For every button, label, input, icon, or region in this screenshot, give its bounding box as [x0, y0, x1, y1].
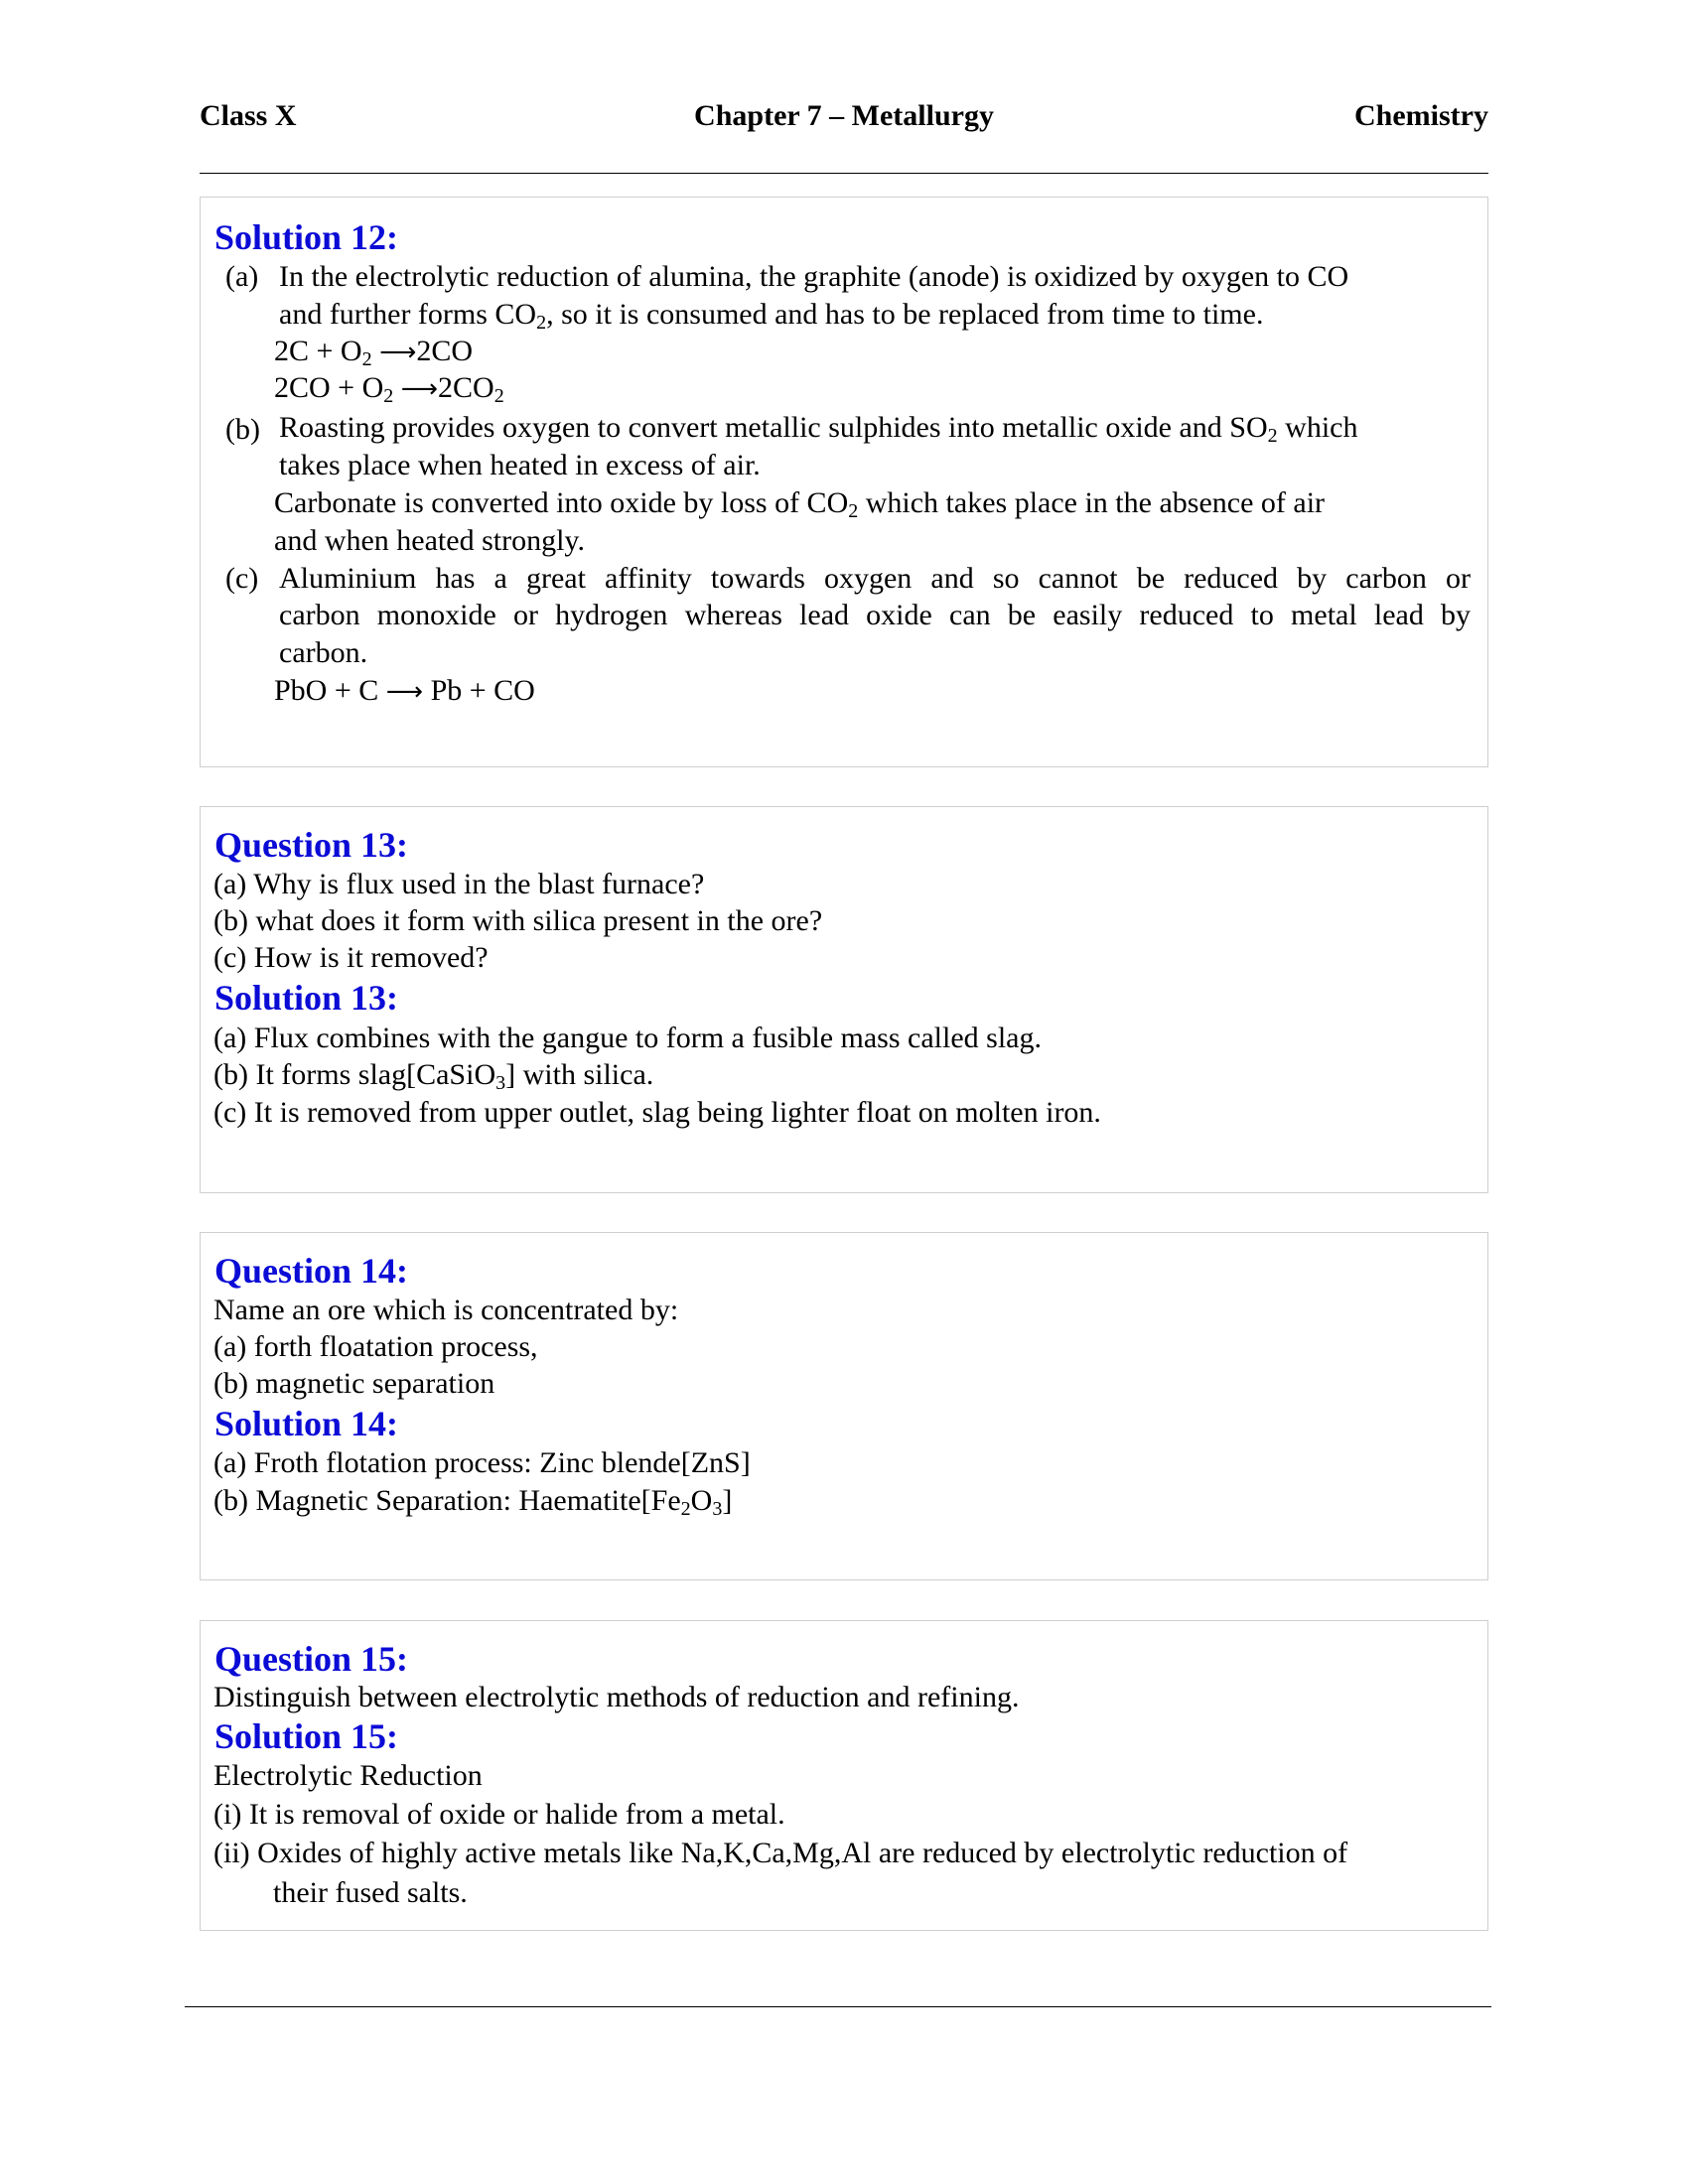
q15-line: Distinguish between electrolytic methods of reduction and refining. [213, 1681, 1020, 1713]
question-14-box [200, 1232, 1488, 1580]
solution-12-box [200, 197, 1488, 767]
question-15-box [200, 1620, 1488, 1931]
s12-equation-3: PbO + C ⟶ Pb + CO [274, 674, 535, 707]
q14-line-b: (b) magnetic separation [213, 1367, 495, 1400]
question-13-heading: Question 13: [214, 825, 409, 865]
q13-line-b: (b) what does it form with silica present in the ore? [213, 904, 823, 937]
solution-15-heading: Solution 15: [214, 1716, 399, 1756]
s13-line-b: (b) It forms slag[CaSiO$_3$] with silica. [213, 1058, 654, 1094]
s14-line-b: (b) Magnetic Separation: $Haematite[Fe_2O_3]$ [213, 1484, 733, 1520]
header-chapter: Chapter 7 – Metallurgy [694, 99, 994, 132]
s12-b-line3: Carbonate is converted into oxide by loss of $CO_2$ which takes place in the absence of air [274, 486, 1326, 522]
s14-line-a: (a) Froth flotation process: Zinc blende[ZnS] [213, 1446, 751, 1479]
s12-a-line2: and further forms $CO_2$, so it is consumed and has to be replaced from time to time. [279, 298, 1264, 334]
s12-b-line2: takes place when heated in excess of air. [279, 449, 761, 481]
header-class: Class X [200, 99, 297, 132]
question-13-box [200, 806, 1488, 1193]
s13-line-a: (a) Flux combines with the gangue to form a fusible mass called slag. [213, 1022, 1042, 1054]
q13-line-a: (a) Why is flux used in the blast furnace? [213, 868, 705, 900]
s12-equation-1: $2C + O_2$ ⟶2CO [274, 335, 474, 370]
part-a-marker: (a) [225, 260, 259, 293]
s12-equation-2: $2CO + O_2$ $⟶2CO_2$ [274, 371, 504, 407]
s15-line-2: (i) It is removal of oxide or halide from a metal. [213, 1798, 785, 1831]
question-14-heading: Question 14: [214, 1251, 409, 1291]
header-divider [200, 173, 1488, 174]
page-header [200, 99, 1488, 139]
s12-c-line3: carbon. [279, 636, 368, 669]
footer-divider [185, 2006, 1491, 2007]
part-c-marker: (c) [225, 562, 259, 595]
s12-b-line4: and when heated strongly. [274, 524, 585, 557]
reaction-arrow-icon: ⟶ [400, 374, 439, 404]
solution-12-heading: Solution 12: [214, 217, 399, 257]
part-b-marker: (b) [225, 413, 260, 446]
q14-line-a: (a) forth floatation process, [213, 1330, 538, 1363]
s13-line-c: (c) It is removed from upper outlet, slag being lighter float on molten iron. [213, 1096, 1101, 1129]
s12-c-line2: carbon monoxide or hydrogen whereas lead oxide can be easily reduced to metal lead by [279, 599, 1471, 631]
s12-b-line1: Roasting provides oxygen to convert metallic sulphides into metallic oxide and $SO_2$ which [279, 411, 1358, 447]
s12-c-line1: Aluminium has a great affinity towards oxygen and so cannot be reduced by carbon or [279, 562, 1471, 595]
s15-line-3: (ii) Oxides of highly active metals like Na,K,Ca,Mg,Al are reduced by electrolytic reduction of [213, 1837, 1348, 1869]
s15-line-4: their fused salts. [273, 1876, 468, 1909]
header-subject: Chemistry [1354, 99, 1488, 132]
q14-line-1: Name an ore which is concentrated by: [213, 1294, 679, 1326]
s15-line-1: Electrolytic Reduction [213, 1759, 483, 1792]
s12-a-line1: In the electrolytic reduction of alumina, the graphite (anode) is oxidized by oxygen to CO [279, 260, 1349, 293]
reaction-arrow-icon: ⟶ [385, 677, 424, 707]
solution-14-heading: Solution 14: [214, 1404, 399, 1443]
q13-line-c: (c) How is it removed? [213, 941, 489, 974]
solution-13-heading: Solution 13: [214, 978, 399, 1018]
question-15-heading: Question 15: [214, 1639, 409, 1679]
reaction-arrow-icon: ⟶ [379, 338, 417, 367]
